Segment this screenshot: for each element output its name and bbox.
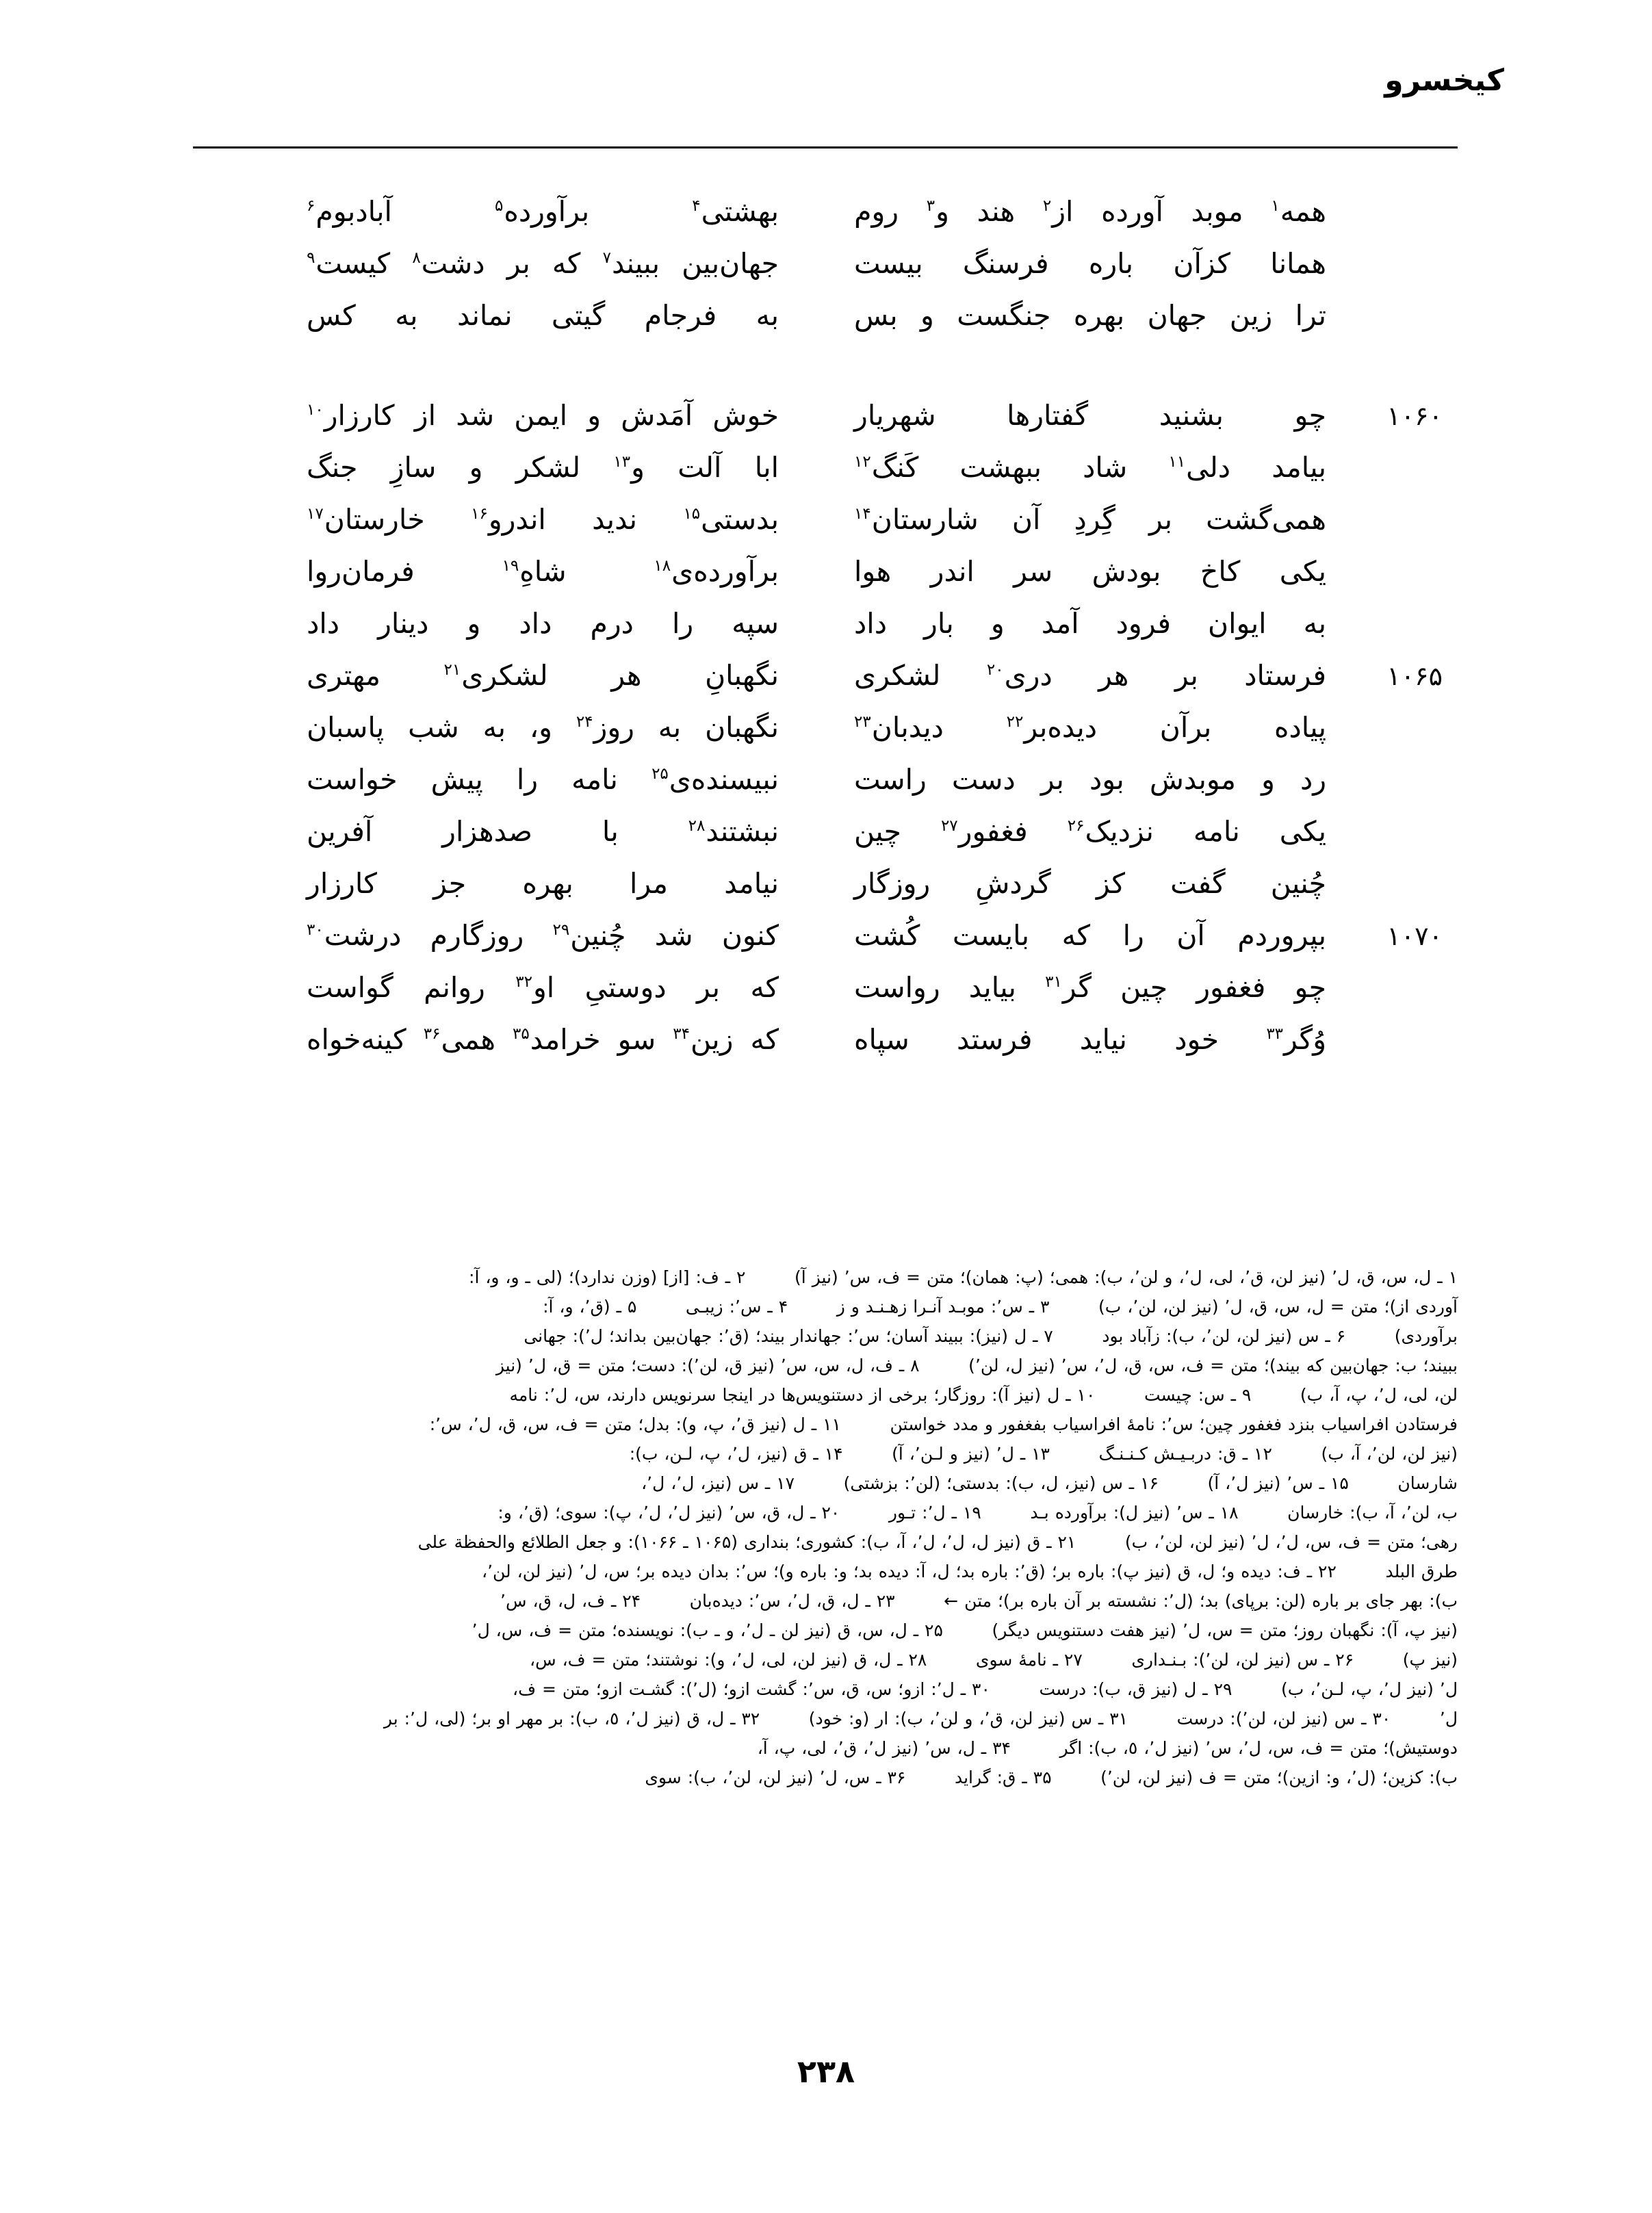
hemistich-first: چو فغفور چین گر$^{۳۱}$ بیاید رواست — [854, 971, 1326, 1004]
variant-siglum: ۱۵ — [683, 505, 701, 523]
apparatus-note-line: (نیز لن، لن٬، آ، ب) ۱۲ ـ ق: دربـیـش کـنـنـگ ۱۳ ـ ل٬ (نیز و لـن٬، آ) ۱۴ ـ ق (نیز، ل٬، پ، لـن، ب): — [629, 1444, 1458, 1464]
hemistich-first: یکی کاخ بودش سر اندر هوا — [854, 555, 1326, 588]
verse-stanza — [205, 197, 1447, 353]
verse-line — [205, 197, 1447, 249]
variant-siglum: ۲۲ — [1006, 713, 1024, 732]
verse-line — [205, 301, 1447, 353]
hemistich-second: سپه را درم داد و دینار داد — [307, 607, 779, 640]
apparatus-note-line: رهی؛ متن = ف، س، ل٬، ل٬ (نیز لن، لن٬، ب) ۲۱ ـ ق (نیز ل، ل٬، ل٬، آ، ب): کشوری؛ بنداری (۱۰۶۵ ـ ۱۰۶۶): و جعل الطلائع والحفظة علی — [417, 1532, 1458, 1552]
verse-number: ۱۰۷۰ — [1386, 921, 1443, 951]
variant-siglum: ۵ — [494, 197, 504, 216]
variant-siglum: ۲۱ — [443, 661, 461, 680]
hemistich-first: به ایوان فرود آمد و بار داد — [854, 607, 1326, 640]
verse-line — [205, 249, 1447, 301]
hemistich-second: بدستی$^{۱۵}$ ندید اندرو$^{۱۶}$ خارستان$^{۱۷}$ — [307, 503, 779, 536]
variant-siglum: ۳۶ — [423, 1025, 441, 1044]
hemistich-second: نگهبان به روز$^{۲۴}$ و، به شب پاسبان — [307, 711, 779, 744]
variant-siglum: ۱۹ — [502, 557, 519, 575]
variant-siglum: ۲ — [1042, 197, 1052, 216]
variant-siglum: ۱۰ — [307, 401, 324, 419]
hemistich-second: نگهبانِ هر لشکری$^{۲۱}$ مهتری — [307, 659, 779, 692]
apparatus-note-line: ببیند؛ ب: جهان‌بین که بیند)؛ متن = ف، س، ق، ل٬، س٬ (نیز ل، لن٬) ۸ ـ ف، ل، س، س٬ (نیز ق، لن٬): دست؛ متن = ق، ل٬ (نیز — [495, 1356, 1458, 1375]
apparatus-note-line: ب): کزین؛ (ل٬، و: ازین)؛ متن = ف (نیز لن، لن٬) ۳۵ ـ ق: گراید ۳۶ ـ س، ل٬ (نیز لن، لن٬، ب): سوی — [645, 1768, 1458, 1787]
hemistich-second: که زین$^{۳۴}$ سو خرامد$^{۳۵}$ همی$^{۳۶}$ کینه‌خواه — [307, 1023, 779, 1056]
variant-siglum: ۳۵ — [513, 1025, 530, 1044]
hemistich-first: همانا کزآن باره فرسنگ بیست — [854, 247, 1326, 280]
apparatus-criticus — [193, 1263, 1458, 1792]
verse-line — [205, 869, 1447, 921]
running-head-title: کیخسرو — [1384, 63, 1504, 98]
hemistich-second: نیامد مرا بهره جز کارزار — [307, 867, 779, 900]
hemistich-first: پیاده برآن دیده‌بر$^{۲۲}$ دیدبان$^{۲۳}$ — [854, 711, 1326, 744]
variant-siglum: ۲۹ — [552, 921, 570, 940]
variant-siglum: ۲۳ — [854, 713, 871, 732]
variant-siglum: ۱۱ — [1168, 453, 1186, 471]
apparatus-note-line: ۱ ـ ل، س، ق، ل٬ (نیز لن، ق٬، لی، ل٬، و لن٬، ب): همی؛ (پ: همان)؛ متن = ف، س٬ (نیز آ) ۲ ـ ف: [از] (وزن ندارد)؛ (لی ـ و، و، آ: — [469, 1267, 1458, 1287]
hemistich-first: همه$^۱$ موبد آورده از$^۲$ هند و$^۳$ روم — [854, 195, 1326, 228]
variant-siglum: ۳۰ — [307, 921, 324, 940]
variant-siglum: ۴ — [692, 197, 701, 216]
variant-siglum: ۱۸ — [654, 557, 671, 575]
variant-siglum: ۸ — [412, 249, 421, 268]
hemistich-first: بپروردم آن را که بایست کُشت — [854, 919, 1326, 952]
hemistich-first: ترا زین جهان بهره جنگست و بس — [854, 299, 1326, 332]
apparatus-note-line: فرستادن افراسیاب بنزد فغفور چین؛ س٬: نامهٔ افراسیاب بفغفور و مدد خواستن ۱۱ ـ ل (نیز ق٬، پ، و): بدل؛ متن = ف، س، ق، ل٬، س٬: — [429, 1414, 1458, 1434]
hemistich-first: بیامد دلی$^{۱۱}$ شاد ببهشت کَنگ$^{۱۲}$ — [854, 451, 1326, 484]
folio-page-number: ۲۳۸ — [797, 2053, 855, 2090]
hemistich-first: چو بشنید گفتارها شهریار — [854, 399, 1326, 432]
variant-siglum: ۱۴ — [854, 505, 871, 523]
variant-siglum: ۷ — [602, 249, 611, 268]
apparatus-note-line: ل٬ (نیز ل٬، پ، لـن٬، ب) ۲۹ ـ ل (نیز ق، ب): درست ۳۰ ـ ل٬: ازو؛ س، ق، س٬: گشت ازو؛ (ل٬): گشـت ازو؛ متن = ف، — [513, 1679, 1458, 1699]
verse-stanza — [205, 401, 1447, 1077]
verse-line — [205, 453, 1447, 505]
hemistich-second: خوش آمَدش و ایمن شد از کارزار$^{۱۰}$ — [307, 399, 779, 432]
apparatus-note-line: شارسان ۱۵ ـ س٬ (نیز ل٬، آ) ۱۶ ـ س (نیز، ل، ب): بدستی؛ (لن٬: بزشتی) ۱۷ ـ س (نیز، ل٬، ل٬، — [641, 1473, 1458, 1493]
apparatus-note-line: طرق البلد ۲۲ ـ ف: دیده و؛ ل، ق (نیز پ): باره بر؛ (ق٬: باره بد؛ ل، آ: دیده بد؛ و: باره و)؛ س٬: بدان دیده بر؛ س، ل٬ (نیز لن، لن٬، — [482, 1562, 1458, 1581]
variant-siglum: ۶ — [307, 197, 315, 216]
hemistich-second: ابا آلت و$^{۱۳}$ لشکر و سازِ جنگ — [307, 451, 779, 484]
hemistich-second: جهان‌بین ببیند$^۷$ که بر دشت$^۸$ کیست$^۹$ — [307, 247, 779, 280]
hemistich-second: برآورده‌ی$^{۱۸}$ شاهِ$^{۱۹}$ فرمان‌روا — [307, 555, 779, 588]
variant-siglum: ۲۴ — [576, 713, 593, 732]
variant-siglum: ۳۱ — [1045, 973, 1062, 992]
variant-siglum: ۱۳ — [613, 453, 631, 471]
variant-siglum: ۱۶ — [471, 505, 488, 523]
hemistich-first: یکی نامه نزدیک$^{۲۶}$ فغفور$^{۲۷}$ چین — [854, 815, 1326, 848]
verse-line — [205, 713, 1447, 765]
verse-line — [205, 661, 1447, 713]
hemistich-second: به فرجام گیتی نماند به کس — [307, 299, 779, 332]
header-rule — [193, 146, 1458, 148]
verse-line — [205, 401, 1447, 453]
apparatus-note-line: ب، لن٬، آ، ب): خارسان ۱۸ ـ س٬ (نیز ل): برآورده بـد ۱۹ ـ ل٬: تـور ۲۰ ـ ل، ق، س٬ (نیز ل٬، ل٬، پ): سوی؛ (ق٬، و: — [498, 1503, 1458, 1523]
variant-siglum: ۹ — [307, 249, 315, 268]
apparatus-note-line: آوردی از)؛ متن = ل، س، ق، ل٬ (نیز لن، لن٬، ب) ۳ ـ س٬: موبـد آنـرا زهـنـد و ز ۴ ـ س٬: زیبـی ۵ ـ (ق٬، و، آ: — [543, 1297, 1458, 1317]
verse-line — [205, 1025, 1447, 1077]
hemistich-second: کنون شد چُنین$^{۲۹}$ روزگارم درشت$^{۳۰}$ — [307, 919, 779, 952]
verse-number: ۱۰۶۰ — [1386, 401, 1443, 431]
verse-line — [205, 921, 1447, 973]
hemistich-first: همی‌گشت بر گِردِ آن شارستان$^{۱۴}$ — [854, 503, 1326, 536]
variant-siglum: ۱۲ — [854, 453, 871, 471]
verse-line — [205, 609, 1447, 661]
variant-siglum: ۲۶ — [1067, 817, 1085, 836]
hemistich-first: وُگر$^{۳۳}$ خود نیاید فرستد سپاه — [854, 1023, 1326, 1056]
hemistich-first: فرستاد بر هر دری$^{۲۰}$ لشکری — [854, 659, 1326, 692]
hemistich-second: نبشتند$^{۲۸}$ با صدهزار آفرین — [307, 815, 779, 848]
apparatus-note-line: دوستیش)؛ متن = ف، س، ل٬، س٬ (نیز ل٬، ٥، ب): اگر ۳۴ ـ ل، س٬ (نیز ل٬، ق٬، لی، پ، آ، — [757, 1738, 1458, 1758]
verse-line — [205, 557, 1447, 609]
variant-siglum: ۳ — [926, 197, 935, 216]
apparatus-note-line: ل٬ ۳۰ ـ س (نیز لن، لن٬): درست ۳۱ ـ س (نیز لن، ق٬، و لن٬، ب): ار (و: خود) ۳۲ ـ ل، ق (نیز ل٬، ٥، ب): بر مهر او بر؛ (لی، ل٬: بر — [383, 1709, 1458, 1729]
apparatus-note-line: (نیز پ، آ): نگهبان روز؛ متن = س، ل٬ (نیز هفت دستنویس دیگر) ۲۵ ـ ل، س، ق (نیز لن ـ ل٬، و ـ ب): نویسنده؛ متن = ف، س، ل٬ — [472, 1620, 1458, 1640]
verse-body — [205, 197, 1447, 1077]
verse-line — [205, 765, 1447, 817]
hemistich-first: چُنین گفت کز گردشِ روزگار — [854, 867, 1326, 900]
verse-line — [205, 973, 1447, 1025]
apparatus-note-line: برآوردی) ۶ ـ س (نیز لن، لن٬، ب): زآباد بود ۷ ـ ل (نیز): ببیند آسان؛ س٬: جهاندار بیند؛ (ق٬: جهان‌بین بداند؛ ل٬): جهانی — [524, 1326, 1458, 1346]
verse-line — [205, 505, 1447, 557]
hemistich-second: بهشتی$^۴$ برآورده$^۵$ آبادبوم$^۶$ — [307, 195, 779, 228]
variant-siglum: ۳۲ — [515, 973, 532, 992]
verse-line — [205, 817, 1447, 869]
variant-siglum: ۱ — [1271, 197, 1280, 216]
hemistich-first: رد و موبدش بود بر دست راست — [854, 763, 1326, 796]
variant-siglum: ۲۷ — [940, 817, 958, 836]
verse-number: ۱۰۶۵ — [1386, 661, 1443, 691]
variant-siglum: ۳۴ — [673, 1025, 690, 1044]
apparatus-note-line: لن، لی، ل٬، پ، آ، ب) ۹ ـ س: چیست ۱۰ ـ ل (نیز آ): روزگار؛ برخی از دستنویس‌ها در اینجا سرنویس دارند، س، ل٬: نامه — [509, 1385, 1458, 1405]
apparatus-note-line: (نیز پ) ۲۶ ـ س (نیز لن، لن٬): بـنـداری ۲۷ ـ نامهٔ سوی ۲۸ ـ ل، ق (نیز لن، لی، ل٬، و): نوشتند؛ متن = ف، س، — [530, 1650, 1458, 1670]
variant-siglum: ۲۰ — [986, 661, 1004, 680]
variant-siglum: ۲۵ — [651, 765, 669, 784]
hemistich-second: نبیسنده‌ی$^{۲۵}$ نامه را پیش خواست — [307, 763, 779, 796]
apparatus-note-line: ب): بهر جای بر باره (لن: برپای) بد؛ (ل٬: نشسته بر آن باره بر)؛ متن ← ۲۳ ـ ل، ق، ل٬، س٬: دیده‌بان ۲۴ ـ ف، ل، ق، س٬ — [500, 1591, 1458, 1611]
variant-siglum: ۳۳ — [1266, 1025, 1284, 1044]
variant-siglum: ۲۸ — [688, 817, 706, 836]
variant-siglum: ۱۷ — [307, 505, 324, 523]
hemistich-second: که بر دوستیِ او$^{۳۲}$ روانم گواست — [307, 971, 779, 1004]
